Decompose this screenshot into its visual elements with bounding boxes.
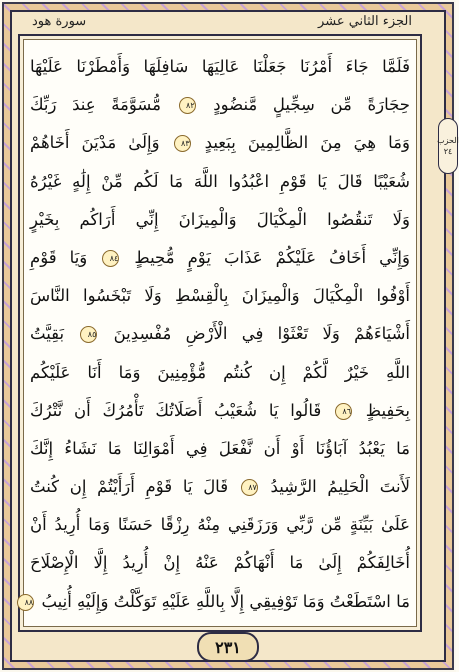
page-number: ٢٣١ [215,637,241,657]
line-text: وَمَا هِيَ مِنَ الظَّالِمِينَ بِبَعِيدٍ [204,133,410,153]
line-text: وَلَا تَنقُصُوا الْمِكْيَالَ وَالْمِيزَانَ إِنِّي أَرَاكُم بِخَيْرٍ [30,209,410,229]
ayah-number-marker: ٨٦ [335,403,352,420]
text-line [30,163,410,201]
line-text: وَيَا قَوْمِ [30,247,88,267]
line-text: وَإِنِّي أَخَافُ عَلَيْكُمْ عَذَابَ يَوْمٍ مُّحِيطٍ [134,247,410,267]
line-text: أَوْفُوا الْمِكْيَالَ وَالْمِيزَانَ بِالْقِسْطِ وَلَا تَبْخَسُوا النَّاسَ [30,286,410,306]
line-text: أَشْيَاءَهُمْ وَلَا تَعْثَوْا فِي الْأَرْضِ مُفْسِدِينَ [113,324,410,344]
text-line [30,48,410,86]
line-text: قَالُوا يَا شُعَيْبُ أَصَلَاتُكَ تَأْمُرُكَ أَن نَّتْرُكَ [30,400,322,420]
text-line [30,506,410,544]
line-text: عَلَىٰ بَيِّنَةٍ مِّن رَّبِّي وَرَزَقَنِي مِنْهُ رِزْقًا حَسَنًا وَمَا أُرِيدُ أَنْ [30,515,410,535]
line-text: مَا يَعْبُدُ آبَاؤُنَا أَوْ أَن نَّفْعَلَ فِي أَمْوَالِنَا مَا نَشَاءُ إِنَّكَ [30,438,410,458]
verse-lines [24,48,411,622]
line-text: حِجَارَةً مِّن سِجِّيلٍ مَّنضُودٍ [213,95,410,115]
page-number-badge [197,632,259,662]
ayah-number-marker: ٨٣ [174,135,191,152]
line-text: أُخَالِفَكُمْ إِلَىٰ مَا أَنْهَاكُمْ عَنْهُ إِنْ أُرِيدُ إِلَّا الْإِصْلَاحَ [30,553,410,573]
surah-title: سورة هود [32,14,87,29]
ayah-number-marker: ٨٥ [80,326,97,343]
text-line [30,124,410,162]
page-header [24,12,420,34]
ayah-number-marker: ٨٧ [241,479,258,496]
line-text: اللَّهِ خَيْرٌ لَّكُمْ إِن كُنتُم مُّؤْمِنِينَ وَمَا أَنَا عَلَيْكُم [30,362,410,382]
line-text: فَلَمَّا جَاءَ أَمْرُنَا جَعَلْنَا عَالِيَهَا سَافِلَهَا وَأَمْطَرْنَا عَلَيْهَا [30,57,410,76]
ayah-number-marker: ٨٢ [179,97,196,114]
text-line [30,239,410,277]
line-text: بَقِيَّتُ [30,324,65,344]
text-line [30,468,410,506]
hizb-marker [438,118,458,174]
hizb-label: الحزب [437,136,459,145]
text-line [30,277,410,315]
line-text: مَا اسْتَطَعْتُ وَمَا تَوْفِيقِي إِلَّا بِاللَّهِ عَلَيْهِ تَوَكَّلْتُ وَإِلَيْهِ أُنِيبُ [41,591,410,611]
line-text: قَالَ يَا قَوْمِ أَرَأَيْتُمْ إِن كُنتُ [30,477,229,497]
hizb-number: ٢٤ [443,147,453,156]
line-text: وَإِلَىٰ مَدْيَنَ أَخَاهُمْ [30,133,160,153]
line-text: بِحَفِيظٍ [365,400,411,420]
ayah-number-marker: ٨٤ [102,250,119,267]
text-line [30,354,410,392]
ayah-number-marker: ٨٨ [17,594,34,611]
text-line [30,430,410,468]
line-text: لَأَنتَ الْحَلِيمُ الرَّشِيدُ [270,477,411,497]
text-line [24,583,410,621]
line-text: مُّسَوَّمَةً عِندَ رَبِّكَ [30,95,161,115]
text-line [30,86,410,124]
line-text: شُعَيْبًا قَالَ يَا قَوْمِ اعْبُدُوا اللَّهَ مَا لَكُم مِّنْ إِلَٰهٍ غَيْرُهُ [30,171,410,191]
juz-title: الجزء الثاني عشر [318,14,412,29]
text-line [30,544,410,582]
text-line [30,315,410,353]
text-line [30,392,410,430]
text-line [30,201,410,239]
